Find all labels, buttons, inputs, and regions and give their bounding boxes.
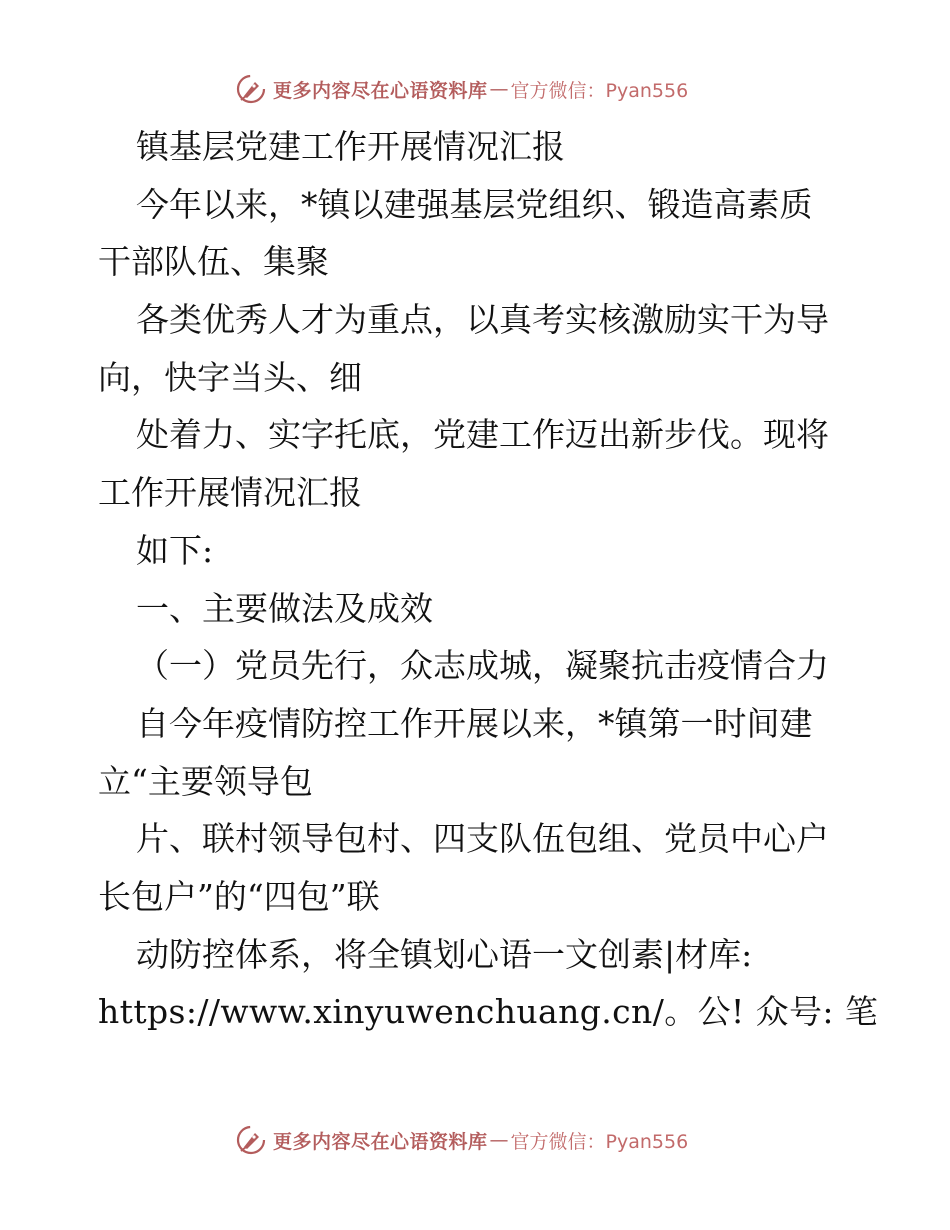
- header-watermark: [235, 72, 688, 106]
- paragraph-line: 干部队伍、集聚: [98, 242, 329, 282]
- paragraph-line: 长包户”的“四包”联: [98, 876, 380, 916]
- promo-text: 更多内容尽在心语资料库: [273, 79, 488, 102]
- paragraph-line: 动防控体系，将全镇划心语一文创素|材库:: [136, 934, 753, 974]
- paragraph-line: 立“主要领导包: [98, 761, 313, 801]
- paragraph-line: 各类优秀人才为重点，以真考实核激励实干为导: [136, 300, 829, 340]
- pen-nib-logo-icon: [235, 73, 267, 105]
- paragraph-line: 今年以来，*镇以建强基层党组织、锻造高素质: [136, 184, 813, 224]
- document-title: 镇基层党建工作开展情况汇报: [136, 127, 565, 166]
- wechat-id: 官方微信：Pyan556: [510, 79, 689, 102]
- separator: —: [489, 1129, 509, 1151]
- promo-text: 更多内容尽在心语资料库: [273, 1130, 488, 1153]
- paragraph-line: 向，快字当头、细: [98, 357, 362, 397]
- paragraph-line: 工作开展情况汇报: [98, 473, 362, 513]
- paragraph-line: 自今年疫情防控工作开展以来，*镇第一时间建: [136, 703, 813, 743]
- paragraph-line: 片、联村领导包村、四支队伍包组、党员中心户: [136, 819, 829, 859]
- document-body: [98, 118, 879, 1041]
- pen-nib-logo-icon: [235, 1124, 267, 1156]
- wechat-id: 官方微信：Pyan556: [510, 1130, 689, 1153]
- paragraph-line: 如下:: [136, 530, 214, 570]
- subsection-heading: （一）党员先行，众志成城，凝聚抗击疫情合力: [136, 646, 829, 686]
- section-heading: 一、主要做法及成效: [136, 588, 433, 628]
- separator: —: [489, 78, 509, 100]
- paragraph-line-url: https://www.xinyuwenchuang.cn/。公! 众号: 笔: [98, 992, 879, 1032]
- footer-watermark: [235, 1123, 688, 1157]
- paragraph-line: 处着力、实字托底，党建工作迈出新步伐。现将: [136, 415, 829, 455]
